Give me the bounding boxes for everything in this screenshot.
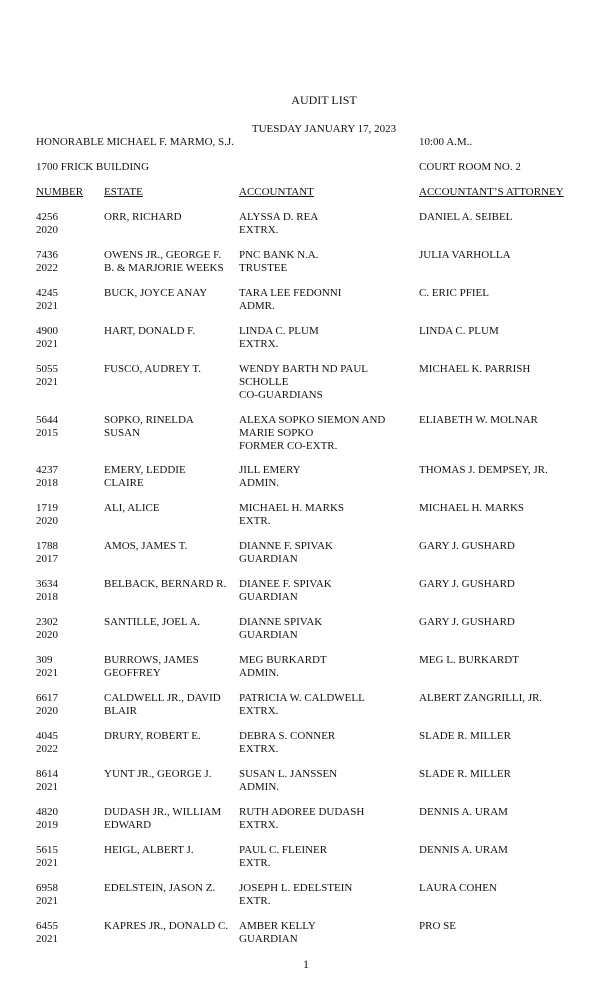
accountant-line: SUSAN L. JANSSEN [239, 768, 338, 780]
accountant-attorney-cell [419, 692, 542, 705]
accountant-attorney: MICHAEL H. MARKS [419, 502, 525, 514]
accountant-line: DIANNE SPIVAK [239, 616, 323, 628]
column-header-attorney: ACCOUNTANT’S ATTORNEY [419, 186, 564, 198]
accountant-cell [239, 211, 318, 237]
accountant-attorney: SLADE R. MILLER [419, 768, 511, 780]
accountant-attorney-cell [419, 578, 515, 591]
case-number-line: 2021 [36, 895, 58, 907]
accountant-cell [239, 464, 301, 490]
accountant-attorney-cell [419, 287, 489, 300]
accountant-line: GUARDIAN [239, 553, 298, 565]
estate-name-line: EDELSTEIN, JASON Z. [104, 882, 216, 894]
accountant-attorney-cell [419, 920, 456, 933]
case-number-line: 5055 [36, 363, 58, 375]
case-number-cell [36, 249, 58, 275]
case-number-line: 1719 [36, 502, 58, 514]
estate-name-line: CLAIRE [104, 477, 144, 489]
accountant-line: ADMIN. [239, 477, 280, 489]
accountant-cell [239, 249, 318, 275]
estate-name-line: DRURY, ROBERT E. [104, 730, 201, 742]
estate-name-line: BELBACK, BERNARD R. [104, 578, 227, 590]
estate-name-line: HEIGL, ALBERT J. [104, 844, 194, 856]
accountant-line: DIANEE F. SPIVAK [239, 578, 332, 590]
estate-name-line: EMERY, LEDDIE [104, 464, 186, 476]
estate-name-line: BURROWS, JAMES [104, 654, 199, 666]
case-number-cell [36, 806, 58, 832]
accountant-line: AMBER KELLY [239, 920, 316, 932]
accountant-line: ALYSSA D. REA [239, 211, 319, 223]
accountant-line: CO-GUARDIANS [239, 389, 323, 401]
accountant-line: PATRICIA W. CALDWELL [239, 692, 365, 704]
accountant-attorney-cell [419, 363, 530, 376]
accountant-line: EXTRX. [239, 705, 279, 717]
accountant-attorney-cell [419, 464, 548, 477]
case-number-line: 6455 [36, 920, 58, 932]
judge-name: HONORABLE MICHAEL F. MARMO, S.J. [36, 136, 234, 148]
accountant-line: PAUL C. FLEINER [239, 844, 328, 856]
case-number-line: 8614 [36, 768, 58, 780]
estate-name-line: YUNT JR., GEORGE J. [104, 768, 212, 780]
estate-name-cell [104, 844, 194, 857]
accountant-attorney: THOMAS J. DEMPSEY, JR. [419, 464, 548, 476]
accountant-cell [239, 502, 344, 528]
accountant-attorney: JULIA VARHOLLA [419, 249, 511, 261]
case-number-line: 4045 [36, 730, 58, 742]
case-number-line: 2020 [36, 515, 58, 527]
estate-name-cell [104, 325, 195, 338]
accountant-line: EXTRX. [239, 743, 279, 755]
estate-name-cell [104, 768, 211, 781]
accountant-line: MEG BURKARDT [239, 654, 327, 666]
estate-name-cell [104, 806, 221, 832]
estate-name-cell [104, 287, 207, 300]
case-number-cell [36, 325, 58, 351]
column-header-estate: ESTATE [104, 186, 143, 198]
accountant-line: EXTRX. [239, 338, 279, 350]
case-number-line: 2020 [36, 629, 58, 641]
accountant-cell [239, 654, 327, 680]
accountant-line: DIANNE F. SPIVAK [239, 540, 333, 552]
accountant-attorney-cell [419, 844, 508, 857]
accountant-cell [239, 692, 365, 718]
accountant-attorney-cell [419, 616, 515, 629]
estate-name-cell [104, 692, 221, 718]
estate-name-cell [104, 730, 201, 743]
case-number-line: 2021 [36, 300, 58, 312]
accountant-attorney-cell [419, 768, 511, 781]
case-number-line: 2021 [36, 781, 58, 793]
estate-name-cell [104, 249, 224, 275]
case-number-cell [36, 844, 58, 870]
case-number-line: 4256 [36, 211, 58, 223]
case-number-cell [36, 464, 58, 490]
accountant-attorney-cell [419, 654, 519, 667]
accountant-line: ADMIN. [239, 667, 280, 679]
case-number-line: 7436 [36, 249, 58, 261]
case-number-line: 6958 [36, 882, 58, 894]
accountant-line: TARA LEE FEDONNI [239, 287, 342, 299]
estate-name-cell [104, 920, 228, 933]
case-number-cell [36, 540, 58, 566]
estate-name-line: ALI, ALICE [104, 502, 160, 514]
case-number-line: 2018 [36, 591, 58, 603]
accountant-attorney-cell [419, 325, 499, 338]
accountant-cell [239, 768, 337, 794]
estate-name-cell [104, 502, 160, 515]
accountant-attorney: MICHAEL K. PARRISH [419, 363, 531, 375]
accountant-attorney: DENNIS A. URAM [419, 844, 508, 856]
accountant-cell [239, 578, 332, 604]
accountant-attorney: GARY J. GUSHARD [419, 616, 515, 628]
accountant-cell [239, 325, 319, 351]
estate-name-cell [104, 578, 226, 591]
accountant-attorney-cell [419, 414, 538, 427]
case-number-cell [36, 920, 58, 946]
accountant-attorney: LINDA C. PLUM [419, 325, 499, 337]
case-number-cell [36, 730, 58, 756]
accountant-attorney-cell [419, 540, 515, 553]
case-number-line: 2021 [36, 857, 58, 869]
estate-name-cell [104, 211, 182, 224]
accountant-line: WENDY BARTH ND PAUL [239, 363, 368, 375]
column-header-accountant: ACCOUNTANT [239, 186, 314, 198]
case-number-cell [36, 768, 58, 794]
case-number-line: 2022 [36, 743, 58, 755]
case-number-line: 4900 [36, 325, 58, 337]
case-number-line: 309 [36, 654, 53, 666]
estate-name-cell [104, 414, 194, 440]
accountant-attorney: DANIEL A. SEIBEL [419, 211, 513, 223]
accountant-line: JOSEPH L. EDELSTEIN [239, 882, 353, 894]
estate-name-cell [104, 540, 187, 553]
accountant-attorney: ALBERT ZANGRILLI, JR. [419, 692, 543, 704]
accountant-line: EXTR. [239, 515, 271, 527]
accountant-line: GUARDIAN [239, 933, 298, 945]
accountant-attorney: GARY J. GUSHARD [419, 578, 515, 590]
hearing-time: 10:00 A.M.. [419, 136, 473, 148]
case-number-line: 2018 [36, 477, 58, 489]
case-number-line: 2015 [36, 427, 58, 439]
column-header-number: NUMBER [36, 186, 84, 198]
accountant-cell [239, 363, 368, 402]
case-number-line: 5644 [36, 414, 58, 426]
accountant-line: LINDA C. PLUM [239, 325, 319, 337]
accountant-line: EXTR. [239, 895, 271, 907]
case-number-line: 2019 [36, 819, 58, 831]
accountant-line: GUARDIAN [239, 629, 298, 641]
estate-name-line: BUCK, JOYCE ANAY [104, 287, 208, 299]
estate-name-line: GEOFFREY [104, 667, 161, 679]
case-number-cell [36, 287, 58, 313]
accountant-attorney: GARY J. GUSHARD [419, 540, 515, 552]
accountant-cell [239, 844, 327, 870]
accountant-line: SCHOLLE [239, 376, 289, 388]
case-number-line: 3634 [36, 578, 58, 590]
case-number-cell [36, 692, 58, 718]
case-number-line: 5615 [36, 844, 58, 856]
accountant-attorney-cell [419, 211, 512, 224]
accountant-attorney-cell [419, 730, 511, 743]
case-number-cell [36, 211, 58, 237]
accountant-line: ALEXA SOPKO SIEMON AND [239, 414, 386, 426]
case-number-cell [36, 654, 58, 680]
case-number-line: 2021 [36, 933, 58, 945]
case-number-line: 2302 [36, 616, 58, 628]
accountant-attorney: DENNIS A. URAM [419, 806, 508, 818]
estate-name-cell [104, 654, 199, 680]
accountant-line: FORMER CO-EXTR. [239, 440, 338, 452]
estate-name-line: B. & MARJORIE WEEKS [104, 262, 224, 274]
page-title: AUDIT LIST [291, 93, 357, 107]
accountant-attorney-cell [419, 249, 511, 262]
case-number-cell [36, 502, 58, 528]
accountant-attorney: C. ERIC PFIEL [419, 287, 489, 299]
case-number-line: 4820 [36, 806, 58, 818]
case-number-line: 6617 [36, 692, 58, 704]
accountant-line: EXTRX. [239, 224, 279, 236]
case-number-line: 4237 [36, 464, 58, 476]
accountant-attorney: SLADE R. MILLER [419, 730, 511, 742]
estate-name-line: ORR, RICHARD [104, 211, 182, 223]
accountant-attorney-cell [419, 502, 524, 515]
case-number-cell [36, 882, 58, 908]
case-number-cell [36, 578, 58, 604]
case-number-cell [36, 414, 58, 440]
estate-name-line: BLAIR [104, 705, 137, 717]
estate-name-line: SOPKO, RINELDA [104, 414, 194, 426]
accountant-attorney: LAURA COHEN [419, 882, 497, 894]
accountant-line: ADMR. [239, 300, 275, 312]
page-number: 1 [303, 957, 309, 971]
estate-name-line: SANTILLE, JOEL A. [104, 616, 201, 628]
accountant-attorney: MEG L. BURKARDT [419, 654, 519, 666]
case-number-cell [36, 616, 58, 642]
estate-name-cell [104, 882, 215, 895]
case-number-cell [36, 363, 58, 389]
accountant-line: RUTH ADOREE DUDASH [239, 806, 365, 818]
accountant-attorney: PRO SE [419, 920, 456, 932]
accountant-line: MICHAEL H. MARKS [239, 502, 345, 514]
accountant-line: PNC BANK N.A. [239, 249, 319, 261]
estate-name-line: SUSAN [104, 427, 141, 439]
accountant-attorney: ELIABETH W. MOLNAR [419, 414, 538, 426]
hearing-date: TUESDAY JANUARY 17, 2023 [251, 123, 397, 135]
case-number-line: 2017 [36, 553, 58, 565]
case-number-line: 2021 [36, 338, 58, 350]
courtroom: COURT ROOM NO. 2 [419, 161, 521, 173]
case-number-line: 2020 [36, 705, 58, 717]
accountant-line: GUARDIAN [239, 591, 298, 603]
accountant-cell [239, 616, 322, 642]
accountant-line: MARIE SOPKO [239, 427, 314, 439]
building: 1700 FRICK BUILDING [36, 161, 150, 173]
accountant-cell [239, 287, 341, 313]
estate-name-cell [104, 616, 200, 629]
accountant-line: JILL EMERY [239, 464, 301, 476]
accountant-attorney-cell [419, 882, 497, 895]
estate-name-line: HART, DONALD F. [104, 325, 196, 337]
accountant-line: EXTR. [239, 857, 271, 869]
accountant-attorney-cell [419, 806, 508, 819]
accountant-line: ADMIN. [239, 781, 280, 793]
accountant-line: DEBRA S. CONNER [239, 730, 336, 742]
accountant-cell [239, 414, 385, 453]
accountant-cell [239, 806, 364, 832]
estate-name-line: CALDWELL JR., DAVID [104, 692, 221, 704]
estate-name-line: FUSCO, AUDREY T. [104, 363, 201, 375]
case-number-line: 4245 [36, 287, 58, 299]
case-number-line: 2021 [36, 667, 58, 679]
estate-name-line: EDWARD [104, 819, 152, 831]
case-number-line: 2021 [36, 376, 58, 388]
case-number-line: 1788 [36, 540, 58, 552]
accountant-cell [239, 882, 352, 908]
accountant-cell [239, 540, 333, 566]
accountant-cell [239, 920, 316, 946]
accountant-line: TRUSTEE [239, 262, 288, 274]
estate-name-line: AMOS, JAMES T. [104, 540, 188, 552]
case-number-line: 2020 [36, 224, 58, 236]
estate-name-line: OWENS JR., GEORGE F. [104, 249, 222, 261]
accountant-cell [239, 730, 335, 756]
estate-name-line: DUDASH JR., WILLIAM [104, 806, 222, 818]
accountant-line: EXTRX. [239, 819, 279, 831]
case-number-line: 2022 [36, 262, 58, 274]
estate-name-cell [104, 363, 201, 376]
estate-name-cell [104, 464, 186, 490]
estate-name-line: KAPRES JR., DONALD C. [104, 920, 229, 932]
